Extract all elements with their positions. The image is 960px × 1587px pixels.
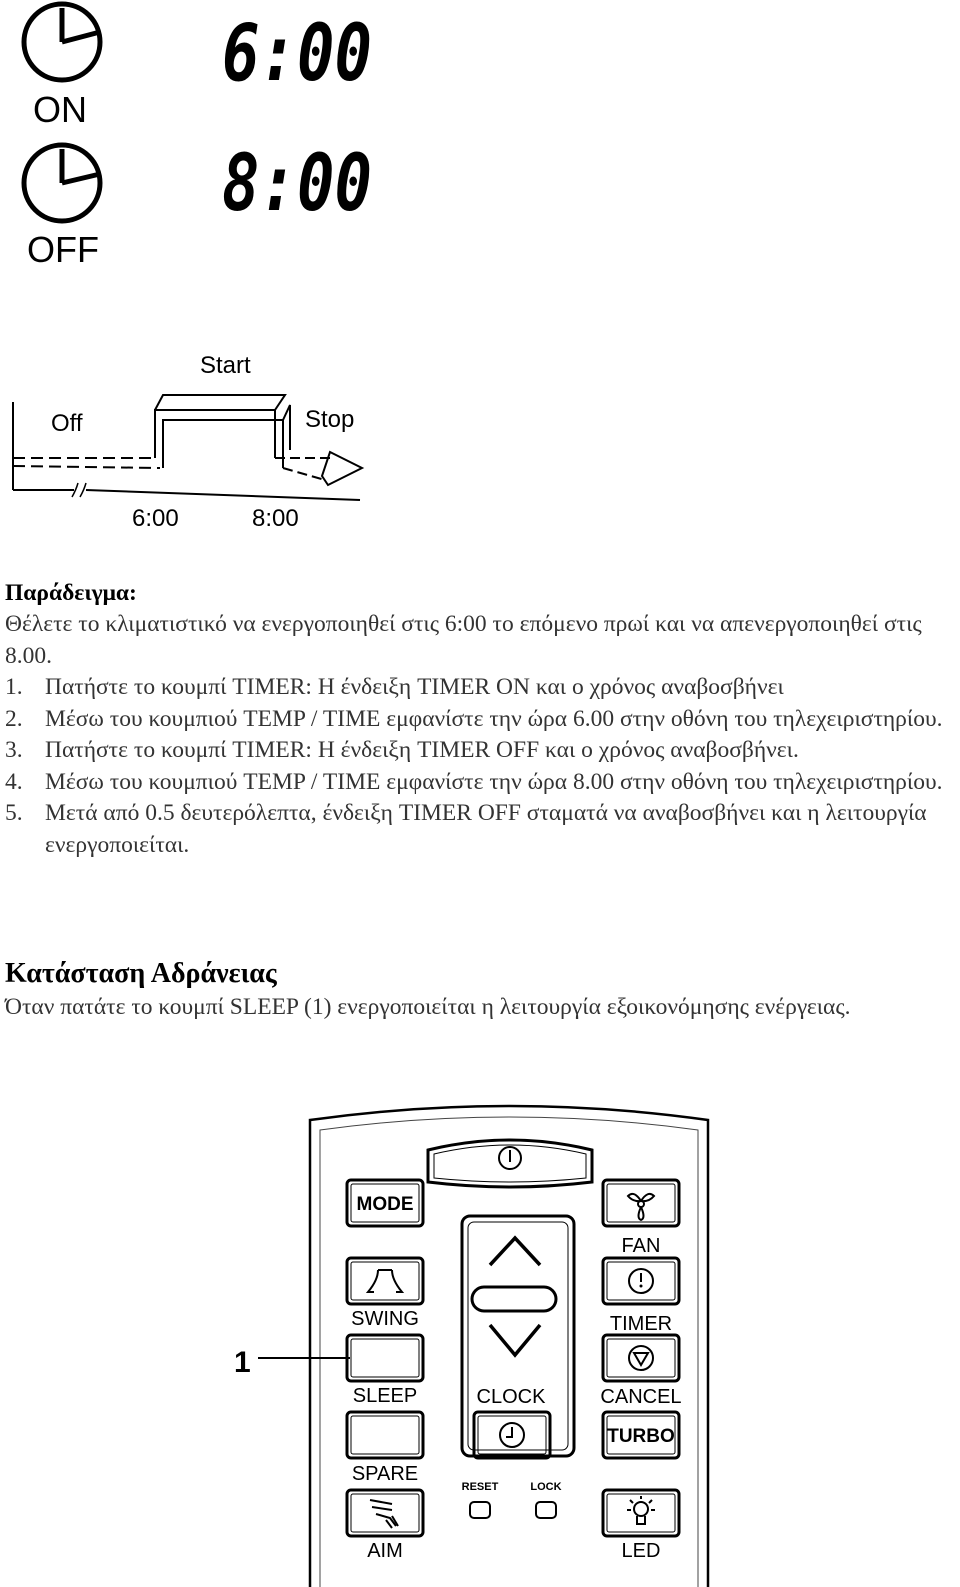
- lock-button[interactable]: [536, 1502, 556, 1518]
- step-item: [5, 672, 955, 704]
- step-text: Πατήστε το κουμπί TIMER: Η ένδειξη TIMER OFF και ο χρόνος αναβοσβήνει.: [45, 737, 799, 763]
- clock-icon: [500, 1423, 524, 1447]
- timing-diagram: [0, 340, 400, 540]
- clock-off-icon: [24, 145, 100, 221]
- mode-label: MODE: [356, 1194, 414, 1215]
- sleep-heading: Κατάσταση Αδράνειας: [5, 958, 277, 989]
- callout-number: 1: [234, 1346, 251, 1379]
- diagram-off-label: Off: [51, 410, 83, 437]
- swing-icon: [368, 1270, 402, 1292]
- timer-on-time: 6:00: [222, 9, 372, 99]
- step-text: Πατήστε το κουμπί TIMER: Η ένδειξη TIMER ON και ο χρόνος αναβοσβήνει: [45, 674, 784, 700]
- example-steps: [5, 672, 955, 861]
- sleep-section: [5, 958, 955, 1024]
- mode-button[interactable]: [347, 1180, 423, 1226]
- example-heading: Παράδειγμα:: [5, 580, 137, 606]
- step-number: 5.: [5, 800, 23, 826]
- light-bulb-icon: [627, 1496, 655, 1524]
- aim-icon: [370, 1500, 398, 1528]
- swing-label: SWING: [351, 1308, 419, 1330]
- lock-label: LOCK: [530, 1481, 562, 1493]
- sleep-label: SLEEP: [352, 1385, 418, 1407]
- swing-button[interactable]: [347, 1258, 423, 1304]
- power-button[interactable]: [428, 1140, 592, 1187]
- timer-off-label: OFF: [27, 229, 99, 270]
- temp-time-center-button[interactable]: [472, 1287, 556, 1311]
- led-button[interactable]: [603, 1490, 679, 1536]
- step-number: 4.: [5, 768, 23, 795]
- temp-adjust-panel: [462, 1216, 574, 1456]
- timer-on-label: ON: [33, 89, 87, 130]
- clock-button[interactable]: [474, 1412, 550, 1458]
- fan-button[interactable]: [603, 1180, 679, 1226]
- step-number: 2.: [5, 705, 23, 732]
- diagram-stop-label: Stop: [305, 406, 355, 433]
- cancel-icon: [629, 1346, 653, 1370]
- fan-icon: [628, 1194, 654, 1220]
- step-item: [5, 735, 955, 767]
- step-item: [5, 704, 955, 736]
- cancel-label: CANCEL: [600, 1386, 682, 1408]
- timer-button[interactable]: [603, 1258, 679, 1304]
- timer-icon: [629, 1269, 653, 1293]
- example-intro: Θέλετε το κλιματιστικό να ενεργοποιηθεί στις 6:00 το επόμενο πρωί και να απενεργοποιηθεί στις 8.00.: [5, 611, 922, 669]
- aim-label: AIM: [367, 1540, 403, 1562]
- aim-button[interactable]: [347, 1490, 423, 1536]
- spare-button[interactable]: [347, 1412, 423, 1458]
- turbo-label: TURBO: [607, 1426, 675, 1447]
- clock-on-icon: [24, 4, 100, 80]
- clock-label: CLOCK: [476, 1386, 546, 1408]
- spare-label: SPARE: [351, 1463, 419, 1485]
- remote-control: [0, 1100, 960, 1587]
- step-number: 1.: [5, 674, 23, 700]
- timer-display-illustration: [0, 0, 420, 280]
- step-text: Μέσω του κουμπιού TEMP / TIME εμφανίστε την ώρα 6.00 στην οθόνη του τηλεχειριστηρίου.: [45, 705, 943, 732]
- down-arrow-icon[interactable]: [490, 1325, 540, 1355]
- diagram-start-label: Start: [200, 352, 251, 379]
- step-text: Μέσω του κουμπιού TEMP / TIME εμφανίστε την ώρα 8.00 στην οθόνη του τηλεχειριστηρίου.: [45, 768, 943, 795]
- fan-label: FAN: [621, 1235, 661, 1257]
- step-text: Μετά από 0.5 δευτερόλεπτα, ένδειξη TIMER OFF σταματά να αναβοσβήνει και η λειτουργία ενεργοποιείται.: [45, 800, 927, 858]
- reset-label: RESET: [461, 1481, 499, 1493]
- cancel-button[interactable]: [603, 1335, 679, 1381]
- sleep-button[interactable]: [347, 1335, 423, 1381]
- turbo-button[interactable]: [603, 1412, 679, 1458]
- timer-label: TIMER: [609, 1313, 673, 1335]
- step-item: [5, 798, 955, 861]
- reset-button[interactable]: [470, 1502, 490, 1518]
- step-number: 3.: [5, 737, 23, 763]
- timer-off-time: 8:00: [222, 139, 372, 229]
- diagram-time-6: 6:00: [132, 505, 179, 532]
- led-label: LED: [621, 1540, 661, 1562]
- moon-icon: [379, 1347, 391, 1370]
- diagram-time-8: 8:00: [252, 505, 299, 532]
- sleep-text: Όταν πατάτε το κουμπί SLEEP (1) ενεργοποιείται η λειτουργία εξοικονόμησης ενέργειας.: [5, 994, 851, 1020]
- example-section: [5, 580, 955, 861]
- step-item: [5, 767, 955, 799]
- up-arrow-icon[interactable]: [490, 1238, 540, 1265]
